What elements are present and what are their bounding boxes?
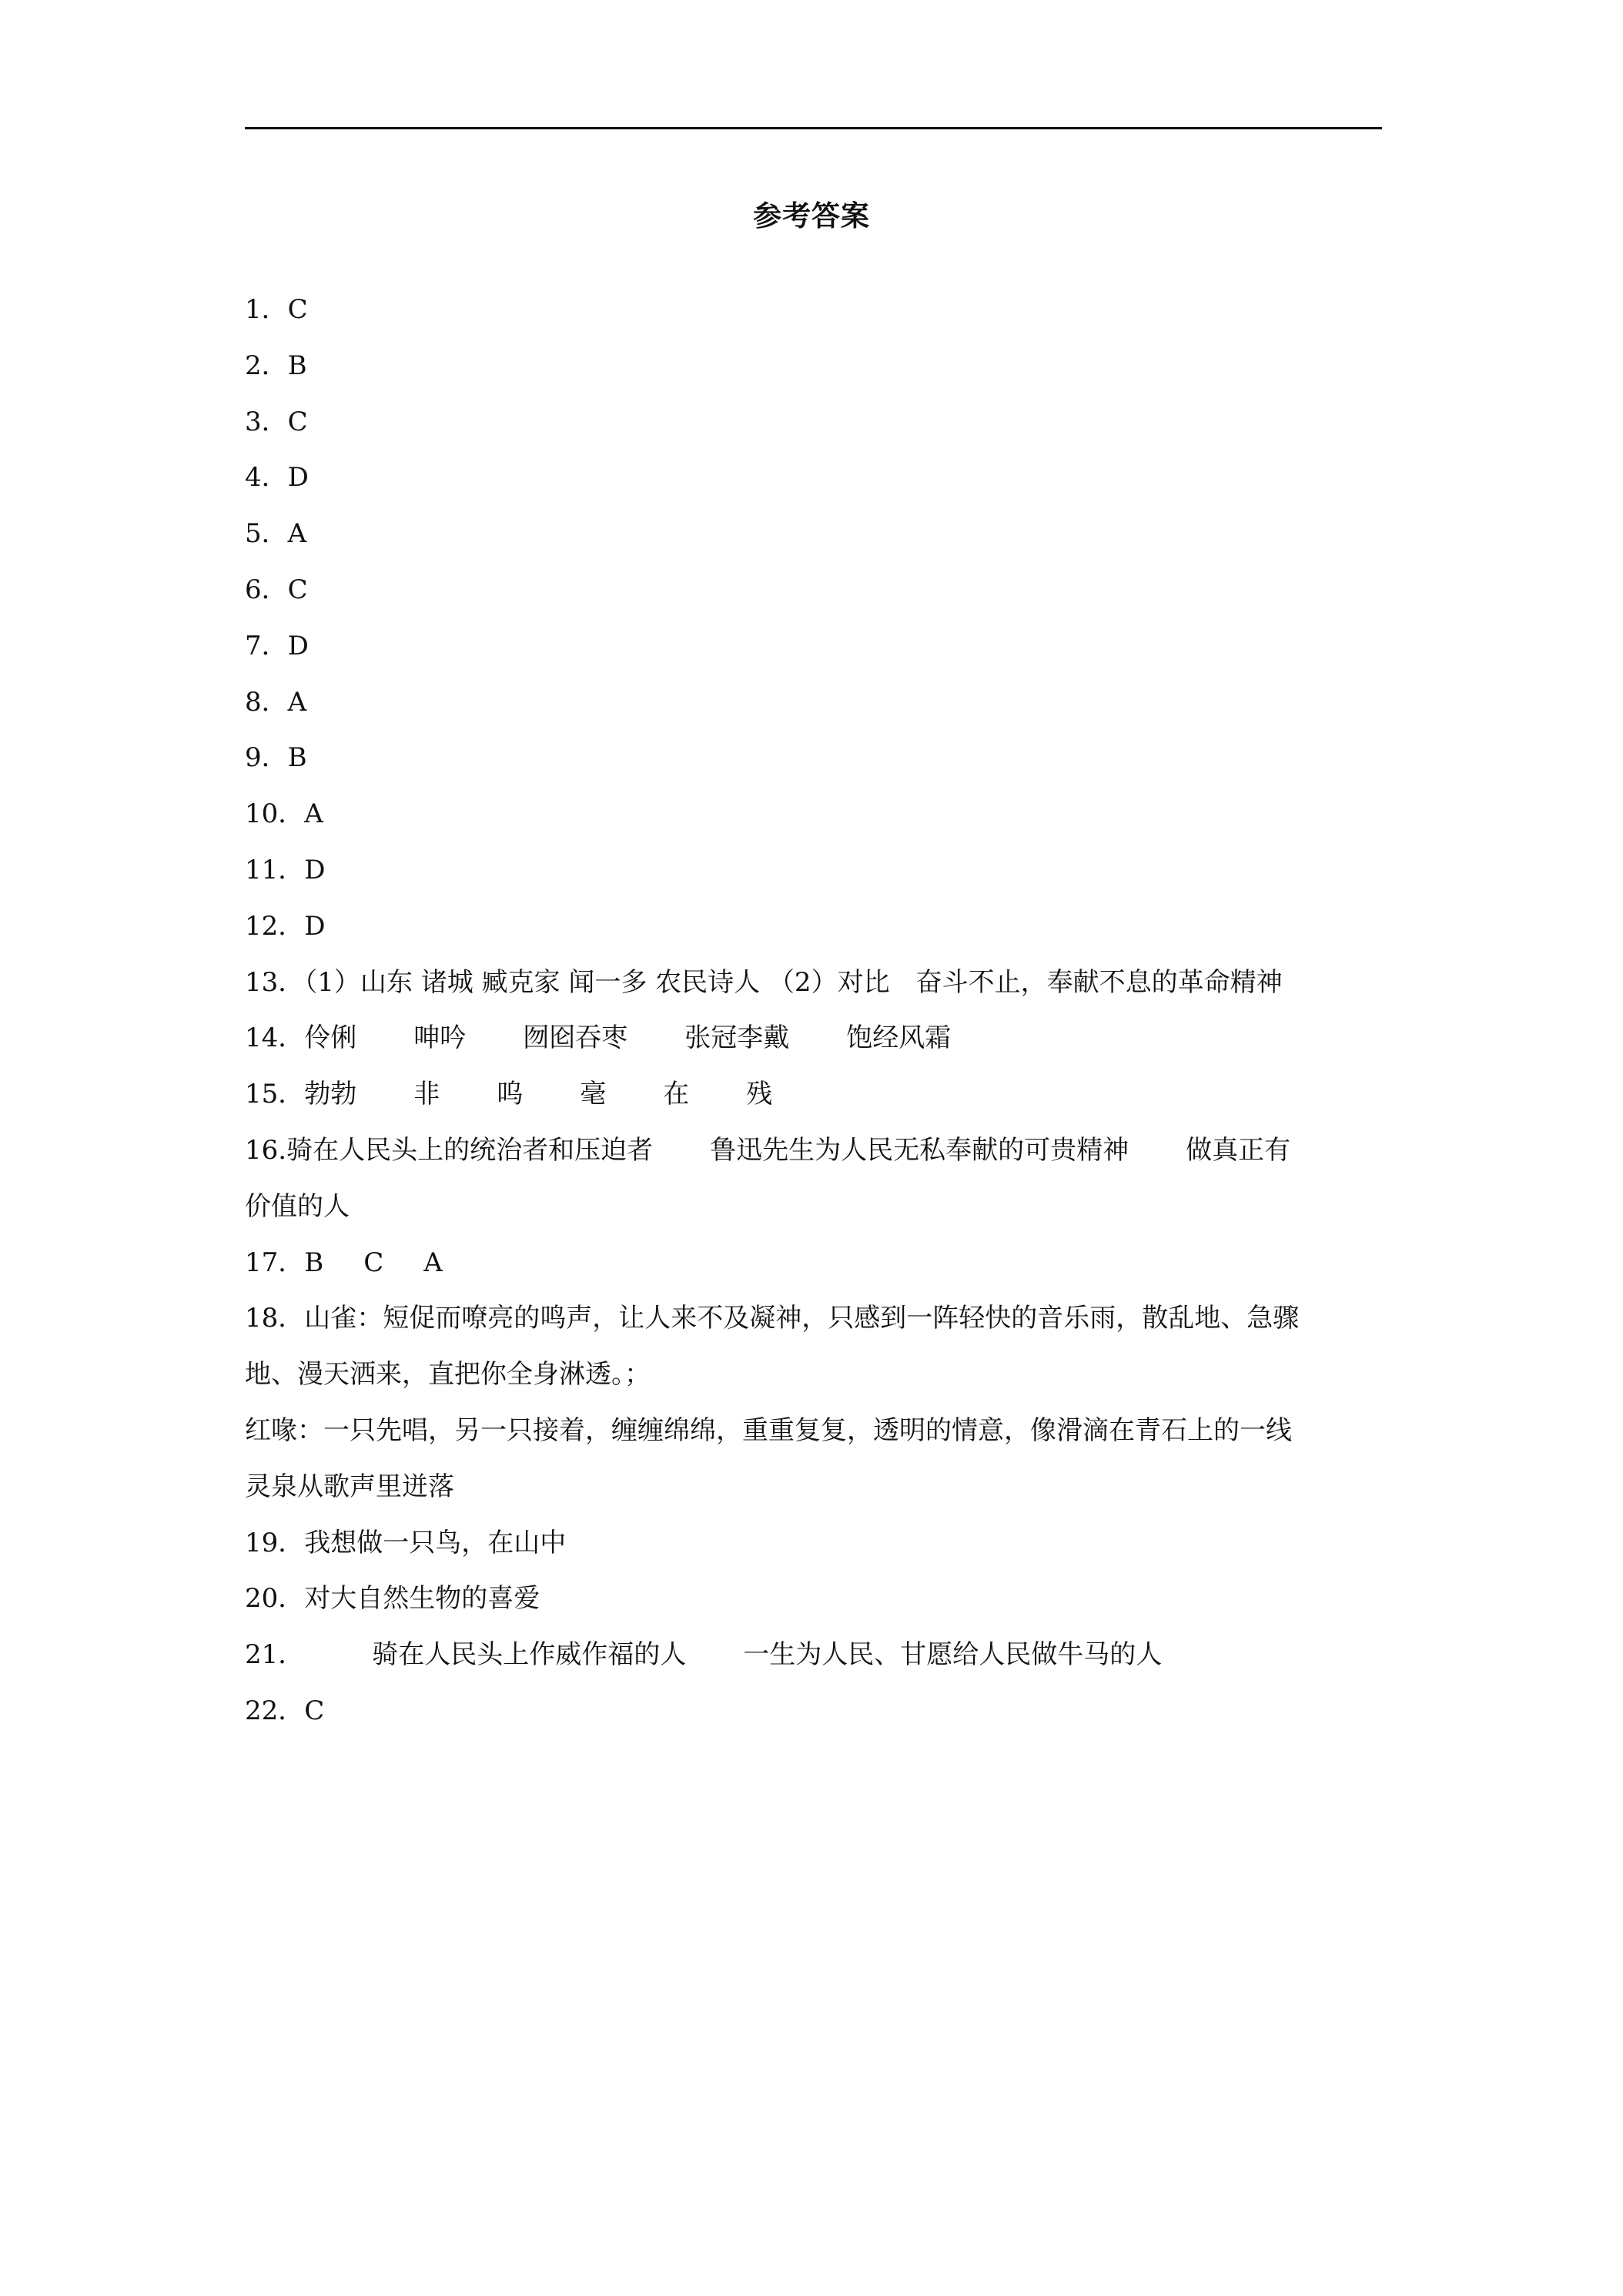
answer-item-14: 14．伶俐 呻吟 囫囵吞枣 张冠李戴 饱经风霜	[245, 1022, 952, 1054]
answer-item-20: 20．对大自然生物的喜爱	[245, 1583, 540, 1615]
answer-item-12: 12．D	[245, 910, 326, 942]
answer-item-10: 10．A	[245, 798, 323, 830]
answer-item-19: 19．我想做一只鸟，在山中	[245, 1527, 567, 1558]
answer-text: B	[287, 350, 307, 381]
answer-part: 伶俐	[304, 1022, 357, 1054]
answer-text: 我想做一只鸟，在山中	[304, 1527, 567, 1558]
answer-part: 在	[663, 1079, 690, 1110]
answer-item-4: 4．D	[245, 462, 309, 494]
answer-part: 呜	[497, 1079, 524, 1110]
answer-part: 做真正有	[1186, 1134, 1291, 1166]
answer-part: 勃勃	[304, 1079, 357, 1110]
answer-text: C	[287, 574, 308, 605]
answer-line: 地、漫天洒来，直把你全身淋透。；	[245, 1359, 651, 1391]
answer-part: 鲁迅先生为人民无私奉献的可贵精神	[710, 1134, 1129, 1166]
header-rule	[245, 127, 1382, 129]
answer-item-5: 5．A	[245, 518, 307, 550]
answer-text: D	[304, 910, 326, 942]
answer-part: 骑在人民头上作威作福的人	[372, 1639, 687, 1671]
answer-part: 骑在人民头上的统治者和压迫者	[286, 1134, 654, 1166]
answer-item-2: 2．B	[245, 350, 307, 381]
answer-text: D	[304, 854, 326, 885]
answer-item-1: 1．C	[245, 294, 308, 325]
answer-text: （1）山东 诸城 臧克家 闻一多 农民诗人 （2）对比 奋斗不止，奉献不息的革命精神	[304, 966, 1283, 998]
answer-part: 张冠李戴	[684, 1022, 790, 1054]
answer-part: 残	[746, 1079, 773, 1110]
answer-part: 非	[413, 1079, 440, 1110]
answer-item-8: 8．A	[245, 686, 307, 718]
answer-item-15: 15．勃勃 非 呜 毫 在 残	[245, 1079, 773, 1110]
answer-item-17: 17．B C A	[245, 1247, 443, 1278]
answer-item-22: 22．C	[245, 1695, 325, 1726]
answer-part: 囫囵吞枣	[523, 1022, 628, 1054]
answer-line: 红喙：一只先唱，另一只接着，缠缠绵绵，重重复复，透明的情意，像滑滴在青石上的一线	[245, 1414, 1292, 1446]
answer-part: A	[423, 1247, 443, 1278]
answer-text: 对大自然生物的喜爱	[304, 1583, 540, 1615]
answer-item-16: 16.骑在人民头上的统治者和压迫者 鲁迅先生为人民无私奉献的可贵精神 做真正有 价值的人	[245, 1123, 1382, 1235]
answer-continuation: 价值的人	[245, 1190, 350, 1222]
answer-item-7: 7．D	[245, 630, 309, 661]
answer-line: 山雀：短促而嘹亮的鸣声，让人来不及凝神，只感到一阵轻快的音乐雨，散乱地、急骤	[304, 1303, 1300, 1334]
answer-part: B	[304, 1247, 324, 1278]
answer-text: A	[287, 518, 307, 550]
answer-text: C	[304, 1695, 325, 1726]
answer-text: A	[304, 798, 323, 830]
answer-part: 饱经风霜	[846, 1022, 952, 1054]
answer-item-18: 18．山雀：短促而嘹亮的鸣声，让人来不及凝神，只感到一阵轻快的音乐雨，散乱地、急骤 地、漫天洒来，直把你全身淋透。； 红喙：一只先唱，另一只接着，缠缠绵绵，重重复复，透明的情意，像滑滴在青石上的一线 灵泉从歌声里迸落	[245, 1290, 1382, 1514]
answer-item-21: 21． 骑在人民头上作威作福的人 一生为人民、甘愿给人民做牛马的人	[245, 1639, 1163, 1671]
answer-item-11: 11．D	[245, 854, 326, 885]
answer-text: D	[287, 462, 309, 494]
answer-text: D	[287, 630, 309, 661]
answer-part: 毫	[580, 1079, 607, 1110]
answer-item-3: 3．C	[245, 406, 308, 437]
answer-list	[245, 282, 1382, 1739]
answer-text: A	[287, 686, 307, 718]
answer-item-13: 13．（1）山东 诸城 臧克家 闻一多 农民诗人 （2）对比 奋斗不止，奉献不息的革命精神	[245, 966, 1283, 998]
answer-part: C	[363, 1247, 384, 1278]
answer-line: 灵泉从歌声里迸落	[245, 1471, 454, 1502]
answer-part: 一生为人民、甘愿给人民做牛马的人	[743, 1639, 1163, 1671]
answer-item-6: 6．C	[245, 574, 308, 605]
answer-item-9: 9．B	[245, 742, 307, 774]
answer-text: B	[287, 742, 307, 774]
page-title: 参考答案	[753, 199, 870, 233]
answer-text: C	[287, 294, 308, 325]
answer-part: 呻吟	[413, 1022, 467, 1054]
answer-text: C	[287, 406, 308, 437]
